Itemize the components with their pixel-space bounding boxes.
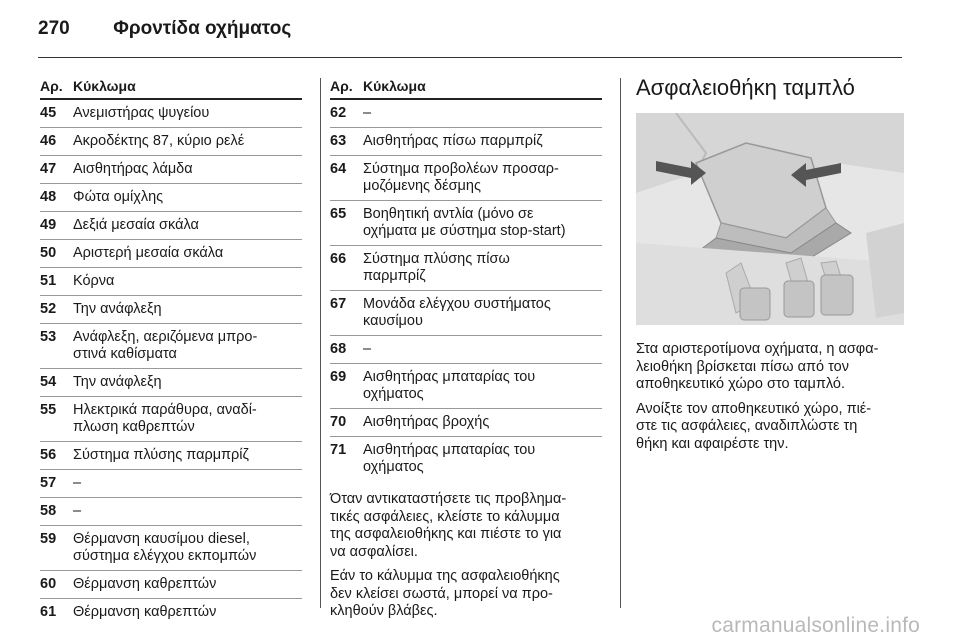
page-title: Φροντίδα οχήματος <box>113 18 292 39</box>
fuse-number: 67 <box>330 296 347 312</box>
table-row <box>40 571 302 599</box>
removal-paragraph: Ανοίξτε τον αποθηκευτικό χώρο, πιέ- στε τις ασφάλειες, αναδιπλώστε τη θήκη και αφαιρέστε την. <box>636 400 872 452</box>
fuse-number: 65 <box>330 206 347 222</box>
header-rule <box>38 57 902 58</box>
table-row <box>40 498 302 526</box>
fuse-number: 63 <box>330 133 347 149</box>
column-header-number: Αρ. <box>330 78 353 94</box>
fuse-circuit: Σύστημα πλύσης παρμπρίζ <box>73 447 249 463</box>
table-row <box>40 184 302 212</box>
table-row <box>40 296 302 324</box>
instruction-paragraph: Όταν αντικαταστήσετε τις προβλημα- τικές ασφάλειες, κλείστε το κάλυμμα της ασφαλειοθήκης και πιέστε το για να ασφαλίσει. <box>330 491 567 560</box>
table-row <box>40 324 302 369</box>
page-number: 270 <box>38 18 70 39</box>
fuse-circuit: Θέρμανση καθρεπτών <box>73 576 217 592</box>
fuse-number: 57 <box>40 475 57 491</box>
fuse-circuit: Θέρμανση καυσίμου diesel, σύστημα ελέγχου εκπομπών <box>73 531 257 564</box>
fuse-circuit: – <box>363 341 372 357</box>
fuse-number: 55 <box>40 402 57 418</box>
table-row <box>40 268 302 296</box>
table-row <box>40 100 302 128</box>
table-row <box>40 369 302 397</box>
fuse-circuit: Φώτα ομίχλης <box>73 189 164 205</box>
fuse-circuit: Βοηθητική αντλία (μόνο σε οχήματα με σύστημα stop-start) <box>363 206 566 239</box>
warning-paragraph: Εάν το κάλυμμα της ασφαλειοθήκης δεν κλείσει σωστά, μπορεί να προ- κληθούν βλάβες. <box>330 568 560 619</box>
fuse-number: 46 <box>40 133 57 149</box>
fuse-table-left <box>40 78 302 626</box>
fuse-number: 60 <box>40 576 57 592</box>
table-row <box>40 212 302 240</box>
fuse-number: 48 <box>40 189 57 205</box>
table-row <box>330 246 602 291</box>
fuse-circuit: Κόρνα <box>73 273 115 289</box>
fuse-number: 64 <box>330 161 347 177</box>
fuse-circuit: Αριστερή μεσαία σκάλα <box>73 245 224 261</box>
column-header-circuit: Κύκλωμα <box>363 78 426 94</box>
table-row <box>40 442 302 470</box>
fuse-circuit: Αισθητήρας βροχής <box>363 414 490 430</box>
table-header <box>330 78 602 100</box>
fuse-circuit: Την ανάφλεξη <box>73 301 162 317</box>
fuse-circuit: Ηλεκτρικά παράθυρα, αναδί- πλωση καθρεπτών <box>73 402 257 435</box>
fuse-number: 68 <box>330 341 347 357</box>
table-row <box>330 100 602 128</box>
fuse-number: 50 <box>40 245 57 261</box>
table-row <box>330 336 602 364</box>
table-row <box>330 364 602 409</box>
fuse-circuit: Δεξιά μεσαία σκάλα <box>73 217 199 233</box>
table-row <box>40 599 302 626</box>
table-row <box>40 397 302 442</box>
fuse-number: 56 <box>40 447 57 463</box>
fuse-number: 71 <box>330 442 347 458</box>
table-row <box>330 156 602 201</box>
column-header-number: Αρ. <box>40 78 63 94</box>
fuse-number: 58 <box>40 503 57 519</box>
fuse-circuit: Σύστημα προβολέων προσαρ- μοζόμενης δέσμης <box>363 161 559 194</box>
fuse-circuit: Αισθητήρας πίσω παρμπρίζ <box>363 133 543 149</box>
fusebox-illustration <box>636 113 904 325</box>
column-divider <box>620 78 621 608</box>
fuse-circuit: Αισθητήρας λάμδα <box>73 161 193 177</box>
fuse-circuit: Σύστημα πλύσης πίσω παρμπρίζ <box>363 251 510 284</box>
table-row <box>40 240 302 268</box>
table-row <box>40 128 302 156</box>
page-header <box>38 18 291 40</box>
table-row <box>330 437 602 481</box>
fuse-circuit: Την ανάφλεξη <box>73 374 162 390</box>
table-row <box>330 128 602 156</box>
column-header-circuit: Κύκλωμα <box>73 78 136 94</box>
fuse-number: 52 <box>40 301 57 317</box>
fuse-circuit: Θέρμανση καθρεπτών <box>73 604 217 620</box>
fuse-number: 49 <box>40 217 57 233</box>
fuse-number: 69 <box>330 369 347 385</box>
fuse-number: 66 <box>330 251 347 267</box>
column-divider <box>320 78 321 608</box>
fuse-circuit: – <box>363 105 372 121</box>
table-row <box>40 470 302 498</box>
fuse-number: 51 <box>40 273 57 289</box>
table-row <box>40 156 302 184</box>
fuse-circuit: Αισθητήρας μπαταρίας του οχήματος <box>363 369 536 402</box>
table-row <box>330 201 602 246</box>
fuse-number: 59 <box>40 531 57 547</box>
watermark: carmanualsonline.info <box>711 614 920 637</box>
dashboard-fusebox-section <box>636 75 904 460</box>
fuse-circuit: Αισθητήρας μπαταρίας του οχήματος <box>363 442 536 475</box>
table-row <box>40 526 302 571</box>
fuse-circuit: Μονάδα ελέγχου συστήματος καυσίμου <box>363 296 551 329</box>
fuse-circuit: – <box>73 475 82 491</box>
fuse-circuit: Ανεμιστήρας ψυγείου <box>73 105 210 121</box>
section-title: Ασφαλειοθήκη ταμπλό <box>636 75 855 100</box>
table-header <box>40 78 302 100</box>
table-row <box>330 291 602 336</box>
fuse-number: 54 <box>40 374 57 390</box>
fuse-number: 53 <box>40 329 57 345</box>
fuse-number: 70 <box>330 414 347 430</box>
fuse-circuit: Ακροδέκτης 87, κύριο ρελέ <box>73 133 245 149</box>
fuse-number: 47 <box>40 161 57 177</box>
fuse-circuit: – <box>73 503 82 519</box>
fuse-circuit: Ανάφλεξη, αεριζόμενα μπρο- στινά καθίσματα <box>73 329 258 362</box>
fuse-table-right <box>330 78 602 628</box>
location-paragraph: Στα αριστεροτίμονα οχήματα, η ασφα- λειοθήκη βρίσκεται πίσω από τον αποθηκευτικό χώρο στο ταμπλό. <box>636 341 879 392</box>
fuse-number: 62 <box>330 105 347 121</box>
fuse-number: 45 <box>40 105 57 121</box>
table-row <box>330 409 602 437</box>
fuse-number: 61 <box>40 604 57 620</box>
